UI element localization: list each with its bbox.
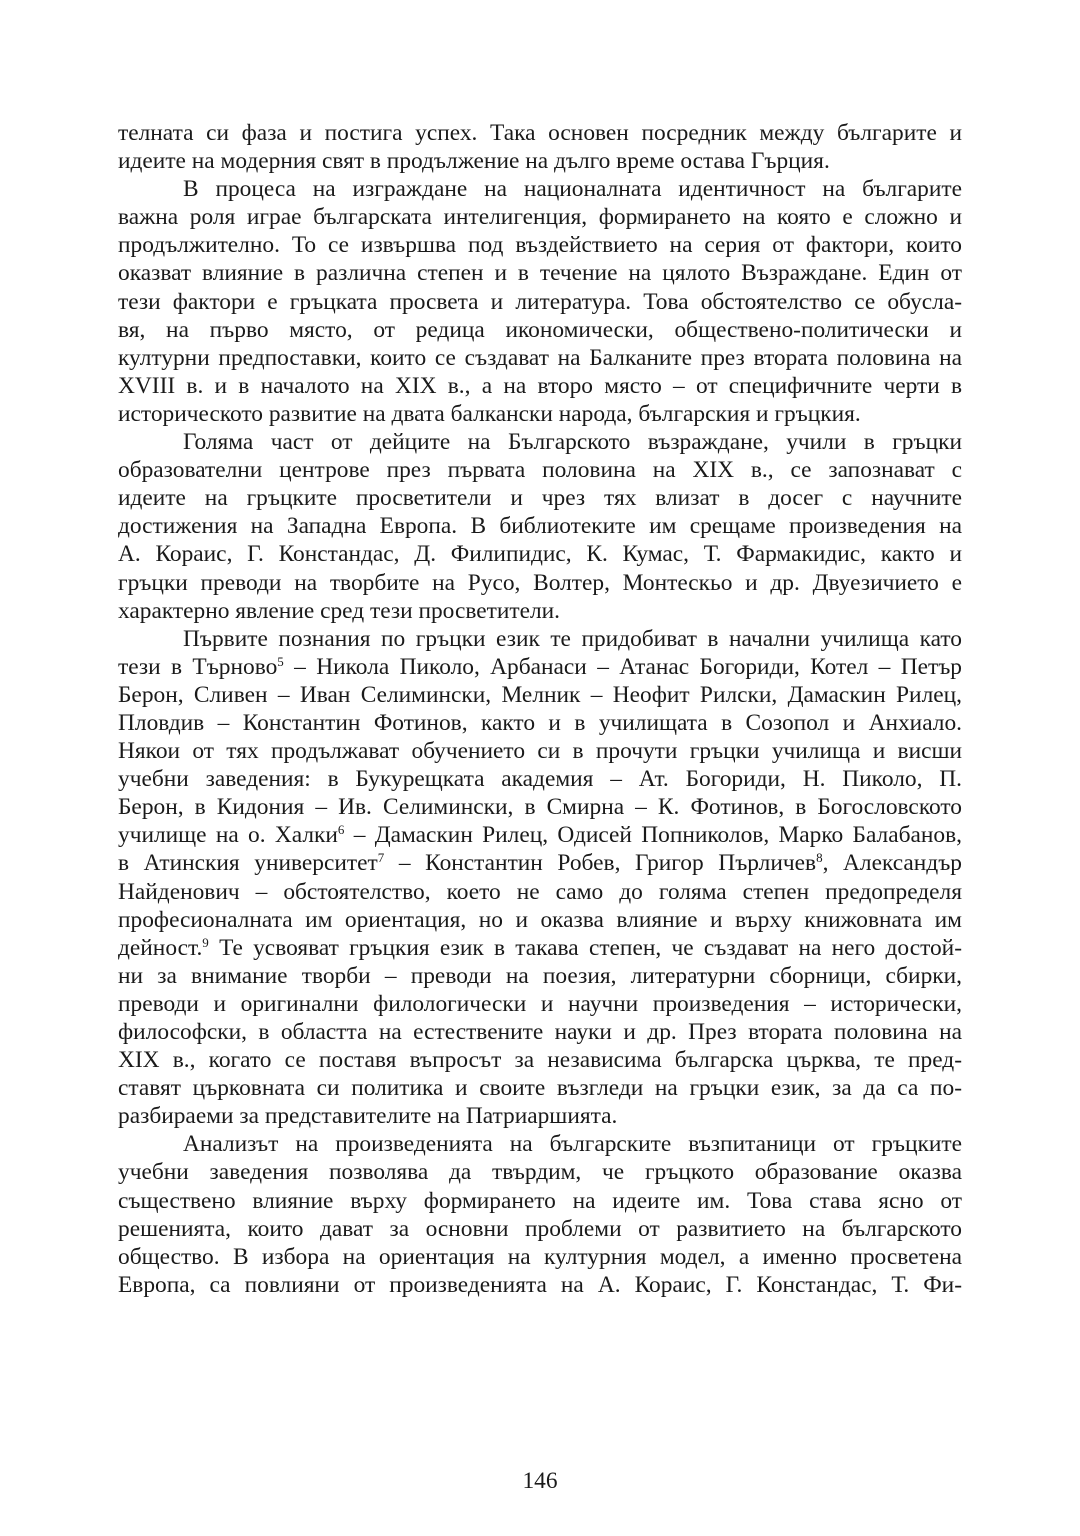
text-line: Пловдив – Константин Фотинов, както и в училищата в Созопол и Анхиало. — [118, 709, 962, 736]
text-line: училище на о. Халки$^6$ – Дамаскин Рилец, Одисей Попниколов, Марко Балабанов, — [118, 822, 962, 849]
text-line: достижения на Западна Европа. В библиотеките им срещаме произведения на — [118, 513, 962, 540]
text-line: преводи и оригинални филологически и научни произведения – исторически, — [118, 990, 962, 1017]
text-line: Някои от тях продължават обучението си в прочути гръцки училища и висши — [118, 738, 962, 765]
text-line: XIX в., когато се поставя въпросът за независима българска църква, те пред- — [118, 1047, 962, 1074]
paragraph — [118, 119, 962, 175]
text-line: историческото развитие на двата балкански народа, българския и гръцкия. — [118, 400, 861, 427]
footnote-marker[interactable]: 7 — [377, 850, 385, 866]
text-line: общество. В избора на ориентация на културния модел, а именно просветена — [118, 1243, 962, 1270]
paragraph — [118, 428, 962, 625]
text-line: А. Кораис, Г. Констандас, Д. Филипидис, К. Кумас, Т. Фармакидис, както и — [118, 541, 962, 568]
footnote-marker[interactable]: 5 — [277, 653, 284, 669]
footnote-marker[interactable]: 6 — [337, 822, 345, 838]
text-line: ни за внимание творби – преводи на поезия, литературни сборници, сбирки, — [118, 962, 962, 989]
footnote-marker[interactable]: 9 — [202, 934, 209, 950]
text-line: тези фактори е гръцката просвета и литература. Това обстоятелство се обусла- — [118, 288, 962, 315]
text-line: идеите на модерния свят в продължение на дълго време остава Гърция. — [118, 148, 830, 175]
text-line: образователни центрове през първата половина на XIX в., се запознават с — [118, 457, 962, 484]
text-line: разбираеми за представителите на Патриаршията. — [118, 1103, 618, 1130]
text-line: Берон, Сливен – Иван Селимински, Мелник – Неофит Рилски, Дамаскин Рилец, — [118, 681, 962, 708]
paragraph — [118, 1130, 962, 1299]
text-line: в Атинския университет$^7$ – Константин Робев, Григор Пърличев$^8$, Александър — [118, 850, 963, 877]
text-line: XVIII в. и в началото на XIX в., а на второ място – от специфичните черти в — [118, 372, 962, 399]
paragraph — [118, 625, 962, 1131]
text-line: идеите на гръцките просветители и чрез тях влизат в досег с научните — [118, 485, 962, 512]
text-line: ставят църковната си политика и своите възгледи на гръцки език, за да са по- — [118, 1075, 962, 1102]
text-line: учебни заведения: в Букурещката академия – Ат. Богориди, Н. Пиколо, П. — [118, 766, 962, 793]
footnote-marker[interactable]: 8 — [816, 850, 823, 866]
page-number: 146 — [522, 1468, 558, 1494]
body-text — [118, 119, 962, 1299]
text-line: Голяма част от дейците на Българското възраждане, учили в гръцки — [183, 429, 962, 456]
text-line: дейност.$^9$ Те усвояват гръцкия език в такава степен, че създават на него достой- — [118, 934, 962, 961]
text-line: продължително. То се извършва под въздействието на серия от фактори, които — [118, 232, 962, 259]
paragraph — [118, 175, 962, 428]
text-line: гръцки преводи на творбите на Русо, Волтер, Монтескьо и др. Двуезичието е — [118, 569, 962, 596]
text-line: оказват влияние в различна степен и в течение на цялото Възраждане. Един от — [118, 260, 962, 287]
text-line: философски, в областта на естествените науки и др. През втората половина на — [118, 1019, 962, 1045]
text-line: Берон, в Кидония – Ив. Селимински, в Смирна – К. Фотинов, в Богословското — [118, 794, 962, 821]
text-line: Европа, са повлияни от произведенията на А. Кораис, Г. Констандас, Т. Фи- — [118, 1271, 962, 1298]
text-line: важна роля играе българската интелигенция, формирането на която е сложно и — [118, 204, 962, 231]
text-line: тези в Търново$^5$ – Никола Пиколо, Арбанаси – Атанас Богориди, Котел – Петър — [118, 653, 962, 680]
text-line: В процеса на изграждане на националната идентичност на българите — [183, 176, 962, 203]
text-line: професионалната им ориентация, но и оказва влияние и върху книжовната им — [118, 906, 962, 933]
text-line: телната си фаза и постига успех. Така основен посредник между българите и — [118, 120, 962, 146]
text-line: учебни заведения позволява да твърдим, че гръцкото образование оказва — [118, 1159, 962, 1186]
text-line: Найденович – обстоятелство, което не само до голяма степен предопределя — [118, 878, 962, 905]
text-line: съществено влияние върху формирането на идеите им. Това става ясно от — [118, 1187, 962, 1214]
text-line: характерно явление сред тези просветители. — [118, 597, 561, 624]
text-line: Анализът на произведенията на българските възпитаници от гръцките — [183, 1131, 962, 1158]
text-line: Първите познания по гръцки език те придобиват в начални училища като — [183, 625, 962, 652]
text-line: решенията, които дават за основни проблеми от развитието на българското — [118, 1215, 962, 1242]
text-line: културни предпоставки, които се създават на Балканите през втората половина на — [118, 344, 962, 371]
text-line: вя, на първо място, от редица икономически, обществено-политически и — [118, 316, 962, 343]
